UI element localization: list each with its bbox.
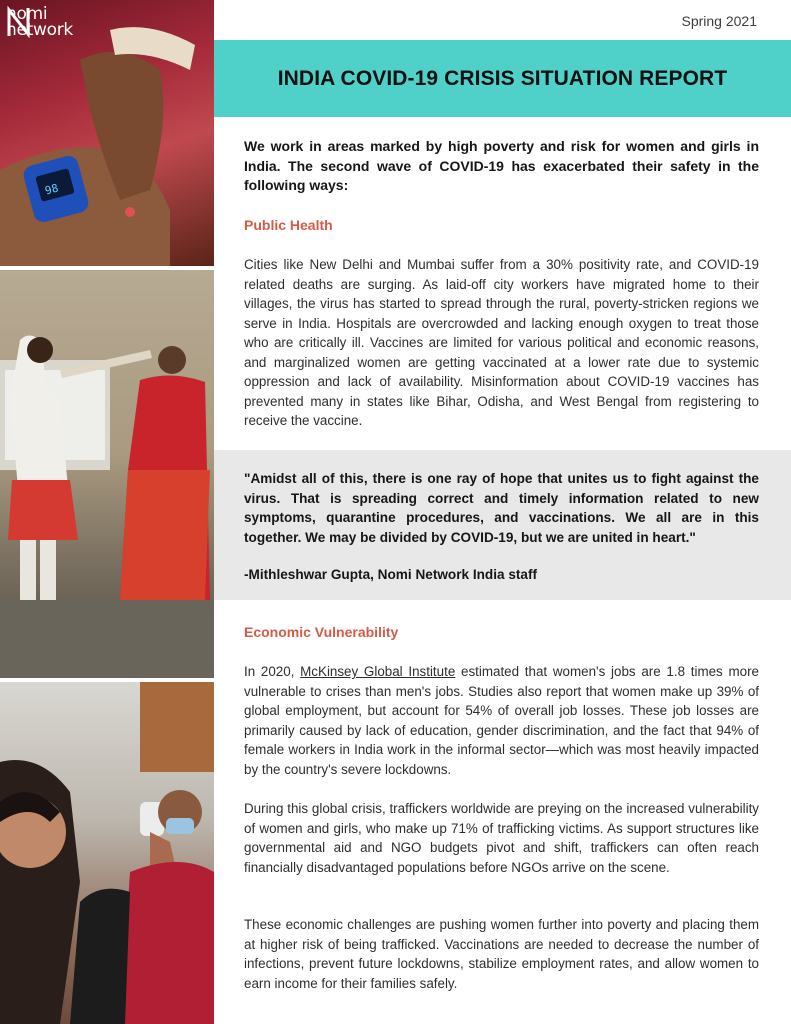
economic-paragraph-1	[244, 662, 759, 779]
photo-pulse-oximeter	[0, 0, 214, 266]
logo-line-1: nomi	[6, 4, 48, 24]
staff-quote-box	[214, 450, 791, 600]
photo-temperature-check-women	[0, 270, 214, 678]
svg-text:98: 98	[43, 181, 60, 198]
nomi-logo-icon	[6, 6, 34, 38]
page-title: INDIA COVID-19 CRISIS SITUATION REPORT	[277, 66, 728, 90]
title-banner	[214, 40, 791, 117]
staff-quote-text: "Amidst all of this, there is one ray of hope that unites us to fight against the virus. That is spreading correct and timely information related to new symptoms, quarantine procedures, and vaccinations. We all are in this together. We may be divided by COVID-19, but we are united in heart."	[244, 471, 759, 545]
economic-paragraph-2: During this global crisis, traffickers worldwide are preying on the increased vulnerability of women and girls, who make up 71% of trafficking victims. As support structures like governmental aid and NGO budgets pivot and shift, traffickers can often reach financially disadvantaged populations before NGOs arrive on the scene.	[244, 801, 759, 875]
staff-quote-attribution: -Mithleshwar Gupta, Nomi Network India staff	[244, 567, 538, 582]
economic-p1-rest: estimated that women's jobs are 1.8 times more vulnerable to crises than men's jobs. Studies also report that women make up 39% of global employment, but account for 54% of overall job losses. These job losses are primarily caused by lack of education, gender discrimination, and the fact that 94% of female workers in India work in the informal sector—which was most heavily impacted by the country's severe lockdowns.	[244, 664, 760, 777]
report-season: Spring 2021	[681, 13, 757, 29]
economic-vulnerability-heading: Economic Vulnerability	[244, 624, 399, 640]
nomi-network-logo	[6, 6, 73, 38]
intro-paragraph: We work in areas marked by high poverty and risk for women and girls in India. The second wave of COVID-19 has exacerbated their safety in the following ways:	[244, 138, 759, 193]
economic-paragraph-3: These economic challenges are pushing women further into poverty and placing them at higher risk of being trafficked. Vaccinations are needed to decrease the number of infections, prevent future lockdowns, stabilize employment rates, and allow women to earn income for their families safely.	[244, 917, 759, 991]
public-health-paragraph: Cities like New Delhi and Mumbai suffer from a 30% positivity rate, and COVID-19 related deaths are surging. As laid-off city workers have migrated home to their villages, the virus has started to spread through the rural, poverty-stricken regions we serve in India. Hospitals are overcrowded and lacking enough oxygen to treat those who are critically ill. Vaccines are limited for various political and economic reasons, and marginalized women are getting vaccinated at a lower rate due to systemic oppression and lack of availability. Misinformation about COVID-19 vaccines has prevented many in states like Bihar, Odisha, and West Bengal from registering to receive the vaccine.	[244, 257, 759, 428]
photo-column	[0, 0, 214, 1024]
photo-temperature-check-man	[0, 682, 214, 1024]
public-health-heading: Public Health	[244, 217, 333, 233]
mckinsey-link[interactable]: McKinsey Global Institute	[300, 664, 456, 679]
logo-line-2: network	[6, 20, 73, 40]
economic-p1-prefix: In 2020,	[244, 664, 301, 679]
